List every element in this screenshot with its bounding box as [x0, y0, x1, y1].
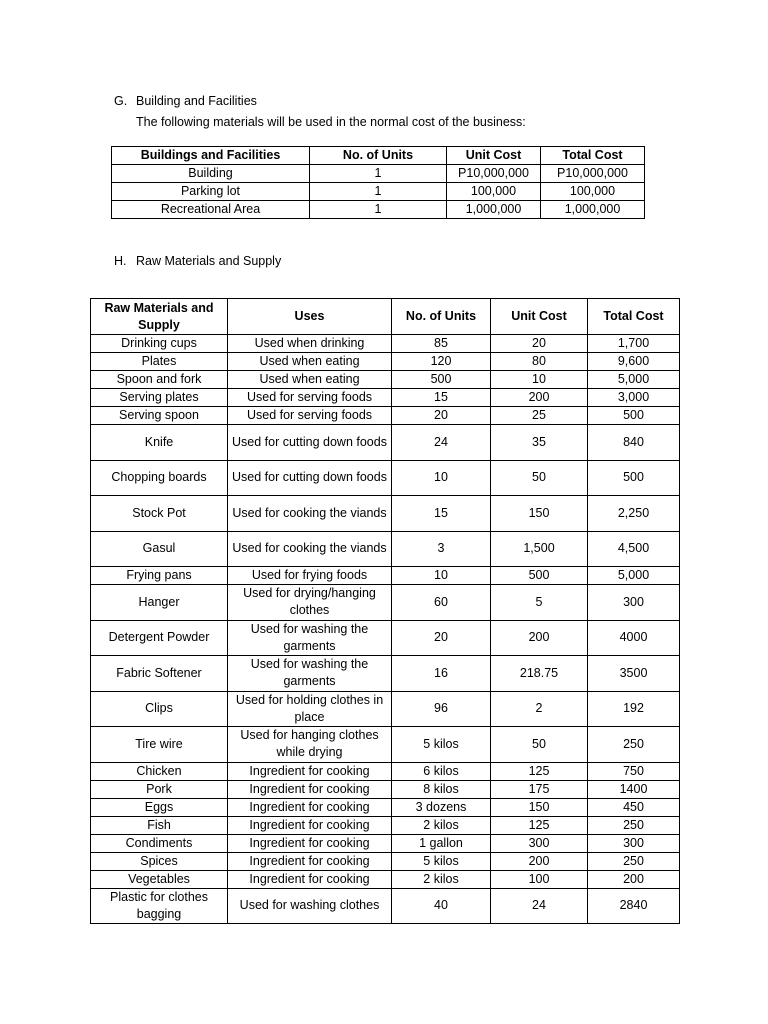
table-cell: 200: [588, 870, 680, 888]
column-header: Uses: [228, 299, 392, 335]
table-cell: Spices: [91, 852, 228, 870]
table-row: [91, 371, 680, 389]
table-cell: 125: [491, 816, 588, 834]
table-cell: 1 gallon: [392, 834, 491, 852]
table-cell: 24: [392, 425, 491, 461]
table-cell: Used for drying/hanging clothes: [228, 585, 392, 621]
table-cell: Used for holding clothes in place: [228, 691, 392, 727]
table-cell: 5: [491, 585, 588, 621]
table-row: [91, 335, 680, 353]
table-row: [91, 888, 680, 924]
table-cell: 1: [310, 183, 447, 201]
table-cell: 4000: [588, 620, 680, 656]
table-cell: Fish: [91, 816, 228, 834]
table-cell: Used for serving foods: [228, 389, 392, 407]
table-row: [91, 852, 680, 870]
table-cell: Condiments: [91, 834, 228, 852]
table-cell: Serving spoon: [91, 407, 228, 425]
table-row: [112, 201, 645, 219]
table-cell: Chopping boards: [91, 460, 228, 496]
table-cell: Ingredient for cooking: [228, 834, 392, 852]
table-cell: 200: [491, 389, 588, 407]
table-cell: Building: [112, 165, 310, 183]
table-cell: 100,000: [541, 183, 645, 201]
table-cell: 200: [491, 620, 588, 656]
table-cell: 16: [392, 656, 491, 692]
table-cell: 300: [588, 834, 680, 852]
table-cell: 2840: [588, 888, 680, 924]
table-header-row: [112, 147, 645, 165]
table-cell: 1: [310, 201, 447, 219]
table-cell: Used for cooking the viands: [228, 496, 392, 532]
table-cell: 6 kilos: [392, 762, 491, 780]
table-cell: 35: [491, 425, 588, 461]
table-cell: 5,000: [588, 371, 680, 389]
table-cell: 3: [392, 531, 491, 567]
table-cell: Hanger: [91, 585, 228, 621]
table-cell: 20: [392, 620, 491, 656]
table-row: [91, 620, 680, 656]
table-cell: 25: [491, 407, 588, 425]
table-cell: P10,000,000: [447, 165, 541, 183]
table-cell: 750: [588, 762, 680, 780]
table-cell: 500: [588, 407, 680, 425]
table-row: [91, 496, 680, 532]
table-cell: Used when eating: [228, 353, 392, 371]
column-header: Total Cost: [588, 299, 680, 335]
table-cell: 500: [588, 460, 680, 496]
section-g-title: Building and Facilities: [136, 94, 257, 108]
table-cell: Spoon and fork: [91, 371, 228, 389]
table-cell: Used for cutting down foods: [228, 460, 392, 496]
table-cell: 500: [392, 371, 491, 389]
table-cell: 50: [491, 727, 588, 763]
table-cell: 300: [491, 834, 588, 852]
table-cell: 1,000,000: [541, 201, 645, 219]
table-row: [91, 567, 680, 585]
table-cell: Used for washing the garments: [228, 656, 392, 692]
table-cell: 10: [392, 567, 491, 585]
table-row: [91, 460, 680, 496]
table-cell: Frying pans: [91, 567, 228, 585]
column-header: Total Cost: [541, 147, 645, 165]
table-row: [91, 407, 680, 425]
table-cell: 20: [392, 407, 491, 425]
column-header: Raw Materials and Supply: [91, 299, 228, 335]
table-row: [91, 585, 680, 621]
table-cell: 3,000: [588, 389, 680, 407]
table-cell: 5 kilos: [392, 852, 491, 870]
table-cell: Fabric Softener: [91, 656, 228, 692]
table-cell: 450: [588, 798, 680, 816]
table-cell: 50: [491, 460, 588, 496]
table-cell: Recreational Area: [112, 201, 310, 219]
table-cell: Vegetables: [91, 870, 228, 888]
table-cell: 3500: [588, 656, 680, 692]
table-cell: Chicken: [91, 762, 228, 780]
table-cell: 100: [491, 870, 588, 888]
table-cell: 500: [491, 567, 588, 585]
table-row: [91, 798, 680, 816]
table-cell: Used when eating: [228, 371, 392, 389]
table-cell: Ingredient for cooking: [228, 852, 392, 870]
table-row: [91, 762, 680, 780]
table-cell: Used for washing clothes: [228, 888, 392, 924]
column-header: Unit Cost: [491, 299, 588, 335]
section-h-letter: H.: [114, 254, 127, 268]
table-cell: 10: [491, 371, 588, 389]
table-row: [112, 165, 645, 183]
table-cell: 150: [491, 798, 588, 816]
table-cell: Used for cutting down foods: [228, 425, 392, 461]
table-cell: 20: [491, 335, 588, 353]
table-cell: Plastic for clothes bagging: [91, 888, 228, 924]
table-row: [91, 389, 680, 407]
table-cell: 1,500: [491, 531, 588, 567]
table-cell: Ingredient for cooking: [228, 816, 392, 834]
table-row: [91, 780, 680, 798]
table-cell: Gasul: [91, 531, 228, 567]
table-row: [91, 691, 680, 727]
table-cell: 250: [588, 816, 680, 834]
table-row: [91, 353, 680, 371]
table-cell: 2: [491, 691, 588, 727]
table-cell: Pork: [91, 780, 228, 798]
table-cell: 4,500: [588, 531, 680, 567]
raw-materials-table: [90, 298, 680, 924]
table-row: [112, 183, 645, 201]
table-cell: Used for washing the garments: [228, 620, 392, 656]
table-cell: 80: [491, 353, 588, 371]
table-cell: 1,700: [588, 335, 680, 353]
table-cell: 218.75: [491, 656, 588, 692]
table-cell: Clips: [91, 691, 228, 727]
table-cell: Tire wire: [91, 727, 228, 763]
table-cell: 840: [588, 425, 680, 461]
table-cell: Ingredient for cooking: [228, 870, 392, 888]
table-row: [91, 834, 680, 852]
table-cell: 3 dozens: [392, 798, 491, 816]
table-cell: 192: [588, 691, 680, 727]
table-row: [91, 870, 680, 888]
table-cell: Stock Pot: [91, 496, 228, 532]
table-cell: 100,000: [447, 183, 541, 201]
buildings-facilities-table: [111, 146, 645, 219]
table-cell: 96: [392, 691, 491, 727]
table-cell: Drinking cups: [91, 335, 228, 353]
section-g-letter: G.: [114, 94, 128, 108]
table-row: [91, 531, 680, 567]
table-row: [91, 727, 680, 763]
column-header: No. of Units: [392, 299, 491, 335]
table-cell: 9,600: [588, 353, 680, 371]
table-cell: 250: [588, 852, 680, 870]
table-cell: 200: [491, 852, 588, 870]
column-header: No. of Units: [310, 147, 447, 165]
table-cell: Used for hanging clothes while drying: [228, 727, 392, 763]
table-cell: 125: [491, 762, 588, 780]
table-cell: Ingredient for cooking: [228, 762, 392, 780]
table-cell: Used for frying foods: [228, 567, 392, 585]
table-cell: 15: [392, 496, 491, 532]
table-cell: P10,000,000: [541, 165, 645, 183]
table-cell: 2,250: [588, 496, 680, 532]
table-row: [91, 425, 680, 461]
table-cell: 5,000: [588, 567, 680, 585]
table-cell: 1400: [588, 780, 680, 798]
table-cell: Plates: [91, 353, 228, 371]
column-header: Buildings and Facilities: [112, 147, 310, 165]
table-cell: 5 kilos: [392, 727, 491, 763]
table-cell: 1: [310, 165, 447, 183]
table-cell: 85: [392, 335, 491, 353]
table-cell: Ingredient for cooking: [228, 798, 392, 816]
table-cell: 15: [392, 389, 491, 407]
table-row: [91, 656, 680, 692]
table-cell: Eggs: [91, 798, 228, 816]
table-cell: Used for cooking the viands: [228, 531, 392, 567]
table-cell: Knife: [91, 425, 228, 461]
section-h-heading: [114, 254, 281, 268]
table-cell: Parking lot: [112, 183, 310, 201]
table-cell: Ingredient for cooking: [228, 780, 392, 798]
table-header-row: [91, 299, 680, 335]
table-cell: Detergent Powder: [91, 620, 228, 656]
table-cell: 60: [392, 585, 491, 621]
table-cell: 40: [392, 888, 491, 924]
table-row: [91, 816, 680, 834]
table-cell: 300: [588, 585, 680, 621]
table-cell: 250: [588, 727, 680, 763]
table-cell: 24: [491, 888, 588, 924]
section-h-title: Raw Materials and Supply: [136, 254, 282, 268]
table-cell: 150: [491, 496, 588, 532]
section-g-heading: [114, 94, 257, 108]
table-cell: 10: [392, 460, 491, 496]
table-cell: Used for serving foods: [228, 407, 392, 425]
table-cell: 8 kilos: [392, 780, 491, 798]
section-g-intro: The following materials will be used in the normal cost of the business:: [136, 115, 526, 129]
table-cell: 1,000,000: [447, 201, 541, 219]
table-cell: 2 kilos: [392, 870, 491, 888]
table-cell: Serving plates: [91, 389, 228, 407]
column-header: Unit Cost: [447, 147, 541, 165]
table-cell: Used when drinking: [228, 335, 392, 353]
table-cell: 120: [392, 353, 491, 371]
table-cell: 175: [491, 780, 588, 798]
table-cell: 2 kilos: [392, 816, 491, 834]
